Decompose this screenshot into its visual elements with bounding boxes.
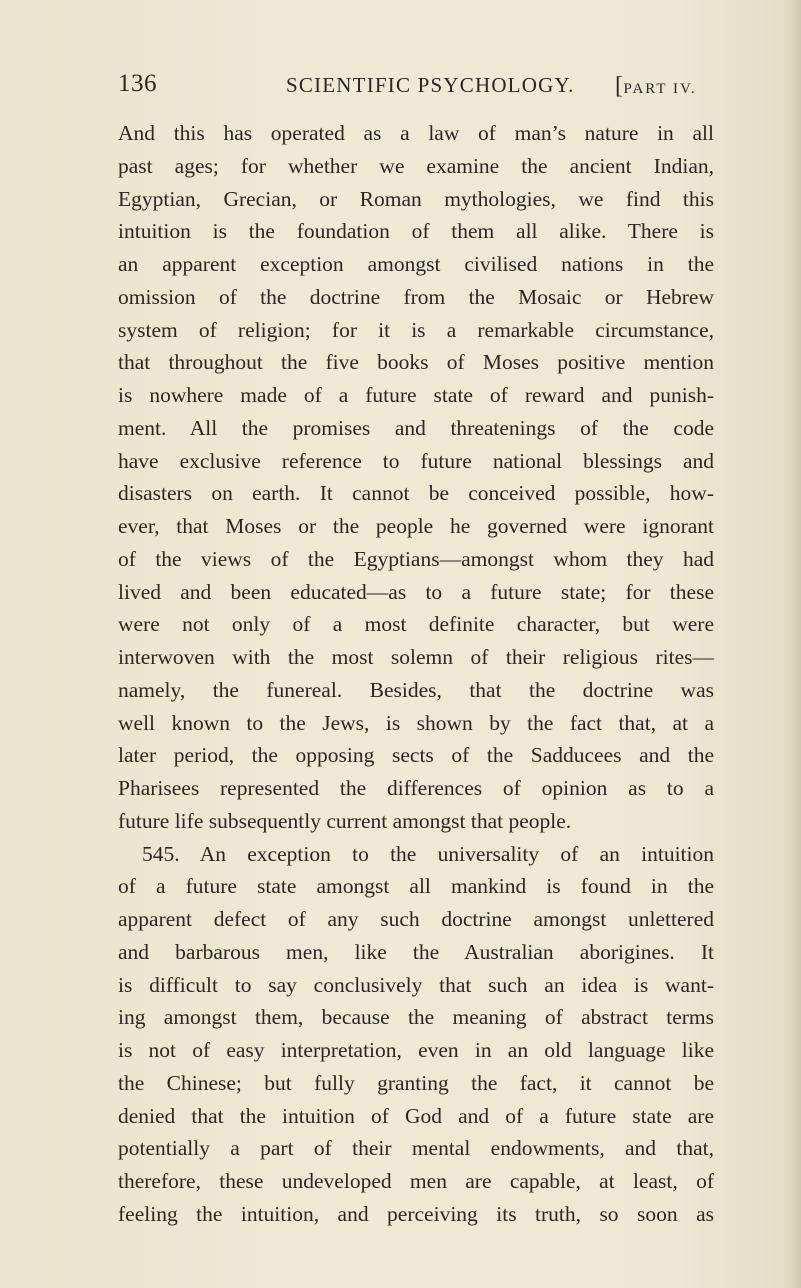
- page-number: 136: [118, 70, 157, 97]
- text-line: Egyptian, Grecian, or Roman mythologies, we find this: [118, 186, 714, 211]
- text-line: potentially a part of their mental endowments, and that,: [118, 1136, 714, 1161]
- text-line: of a future state amongst all mankind is found in the: [118, 874, 714, 899]
- text-line: 545. An exception to the universality of an intuition: [142, 841, 714, 866]
- text-line: ing amongst them, because the meaning of abstract terms: [118, 1005, 714, 1030]
- text-line: system of religion; for it is a remarkable circumstance,: [118, 317, 714, 342]
- body-text: [118, 117, 714, 1231]
- text-line: of the views of the Egyptians—amongst whom they had: [118, 546, 714, 571]
- text-line: were not only of a most definite character, but were: [118, 612, 714, 637]
- running-title: SCIENTIFIC PSYCHOLOGY.: [286, 73, 575, 97]
- part-label: [PART IV.: [615, 73, 697, 99]
- running-head: [118, 70, 718, 102]
- text-line: is difficult to say conclusively that such an idea is want-: [118, 972, 714, 997]
- text-line: omission of the doctrine from the Mosaic or Hebrew: [118, 284, 714, 309]
- text-line: is nowhere made of a future state of reward and punish-: [118, 383, 714, 407]
- text-line: therefore, these undeveloped men are capable, at least, of: [118, 1169, 714, 1193]
- text-line: the Chinese; but fully granting the fact, it cannot be: [118, 1070, 714, 1095]
- text-line: have exclusive reference to future national blessings and: [118, 448, 714, 473]
- text-line: and barbarous men, like the Australian aborigines. It: [118, 939, 714, 964]
- text-line: interwoven with the most solemn of their religious rites—: [118, 645, 714, 669]
- text-line: Pharisees represented the differences of opinion as to a: [118, 776, 714, 800]
- text-line: denied that the intuition of God and of a future state are: [118, 1103, 714, 1128]
- text-line: later period, the opposing sects of the Sadducees and the: [118, 743, 714, 768]
- text-line: an apparent exception amongst civilised nations in the: [118, 252, 714, 276]
- text-line: ment. All the promises and threatenings of the code: [118, 415, 714, 440]
- text-line: disasters on earth. It cannot be conceived possible, how-: [118, 481, 714, 506]
- text-line: apparent defect of any such doctrine amongst unlettered: [118, 907, 714, 931]
- text-line: intuition is the foundation of them all alike. There is: [118, 219, 714, 244]
- text-line: ever, that Moses or the people he governed were ignorant: [118, 514, 714, 538]
- text-line: feeling the intuition, and perceiving its truth, so soon as: [118, 1201, 714, 1226]
- text-line: namely, the funereal. Besides, that the doctrine was: [118, 677, 714, 702]
- text-line: future life subsequently current amongst that people.: [118, 808, 572, 833]
- page-edge-shadow: [787, 0, 801, 1288]
- text-line: And this has operated as a law of man’s nature in all: [118, 121, 714, 145]
- text-line: that throughout the five books of Moses positive mention: [118, 350, 714, 375]
- text-line: lived and been educated—as to a future state; for these: [118, 579, 714, 604]
- text-line: well known to the Jews, is shown by the fact that, at a: [118, 710, 714, 735]
- text-line: past ages; for whether we examine the ancient Indian,: [118, 153, 714, 178]
- text-line: is not of easy interpretation, even in an old language like: [118, 1038, 714, 1062]
